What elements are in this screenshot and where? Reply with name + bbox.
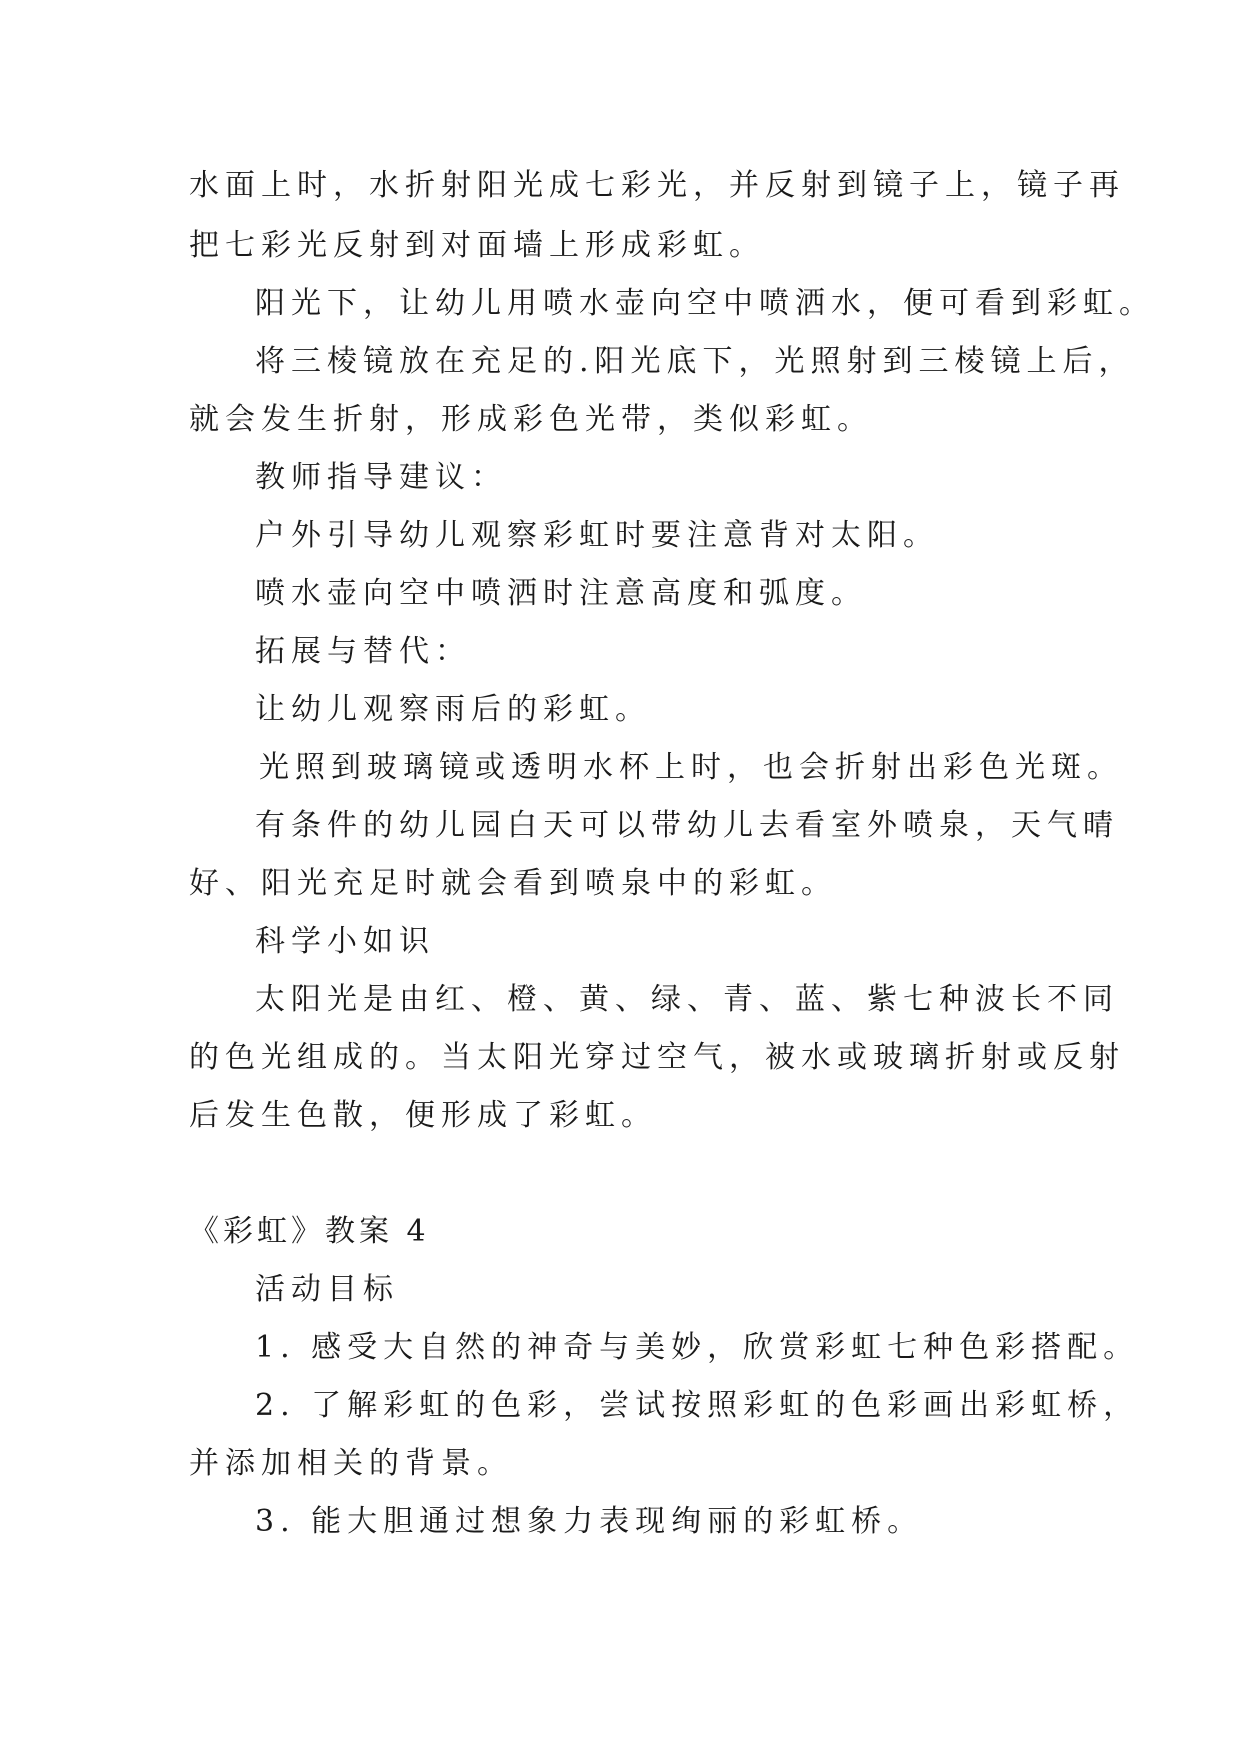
paragraph-line: 的色光组成的。当太阳光穿过空气，被水或玻璃折射或反射 <box>189 1040 1125 1075</box>
paragraph-line: 并添加相关的背景。 <box>189 1446 513 1481</box>
paragraph-line: 就会发生折射，形成彩色光带，类似彩虹。 <box>189 402 873 437</box>
paragraph-line: 把七彩光反射到对面墙上形成彩虹。 <box>189 228 765 263</box>
paragraph-line: 将三棱镜放在充足的.阳光底下，光照射到三棱镜上后， <box>255 344 1135 379</box>
paragraph-line: 喷水壶向空中喷洒时注意高度和弧度。 <box>255 576 867 611</box>
paragraph-line: 水面上时，水折射阳光成七彩光，并反射到镜子上，镜子再 <box>189 168 1125 203</box>
paragraph-line: 太阳光是由红、橙、黄、绿、青、蓝、紫七种波长不同 <box>255 982 1119 1017</box>
paragraph-line: 光照到玻璃镜或透明水杯上时，也会折射出彩色光斑。 <box>259 750 1123 785</box>
paragraph-line: 户外引导幼儿观察彩虹时要注意背对太阳。 <box>255 518 939 553</box>
paragraph-line: 让幼儿观察雨后的彩虹。 <box>255 692 651 727</box>
paragraph-line: 好、阳光充足时就会看到喷泉中的彩虹。 <box>189 866 837 901</box>
list-item: 2. 了解彩虹的色彩，尝试按照彩虹的色彩画出彩虹桥， <box>255 1388 1140 1423</box>
paragraph-line: 后发生色散，便形成了彩虹。 <box>189 1098 657 1133</box>
list-item: 1. 感受大自然的神奇与美妙，欣赏彩虹七种色彩搭配。 <box>255 1330 1140 1365</box>
paragraph-line: 阳光下，让幼儿用喷水壶向空中喷洒水，便可看到彩虹。 <box>255 286 1155 321</box>
paragraph-line: 有条件的幼儿园白天可以带幼儿去看室外喷泉，天气晴 <box>255 808 1119 843</box>
list-item: 3. 能大胆通过想象力表现绚丽的彩虹桥。 <box>255 1504 924 1539</box>
section-heading: 《彩虹》教案 4 <box>189 1214 430 1249</box>
section-label: 科学小如识 <box>255 924 435 959</box>
section-label: 教师指导建议： <box>255 460 507 495</box>
section-label: 活动目标 <box>255 1272 399 1307</box>
section-label: 拓展与替代： <box>255 634 471 669</box>
